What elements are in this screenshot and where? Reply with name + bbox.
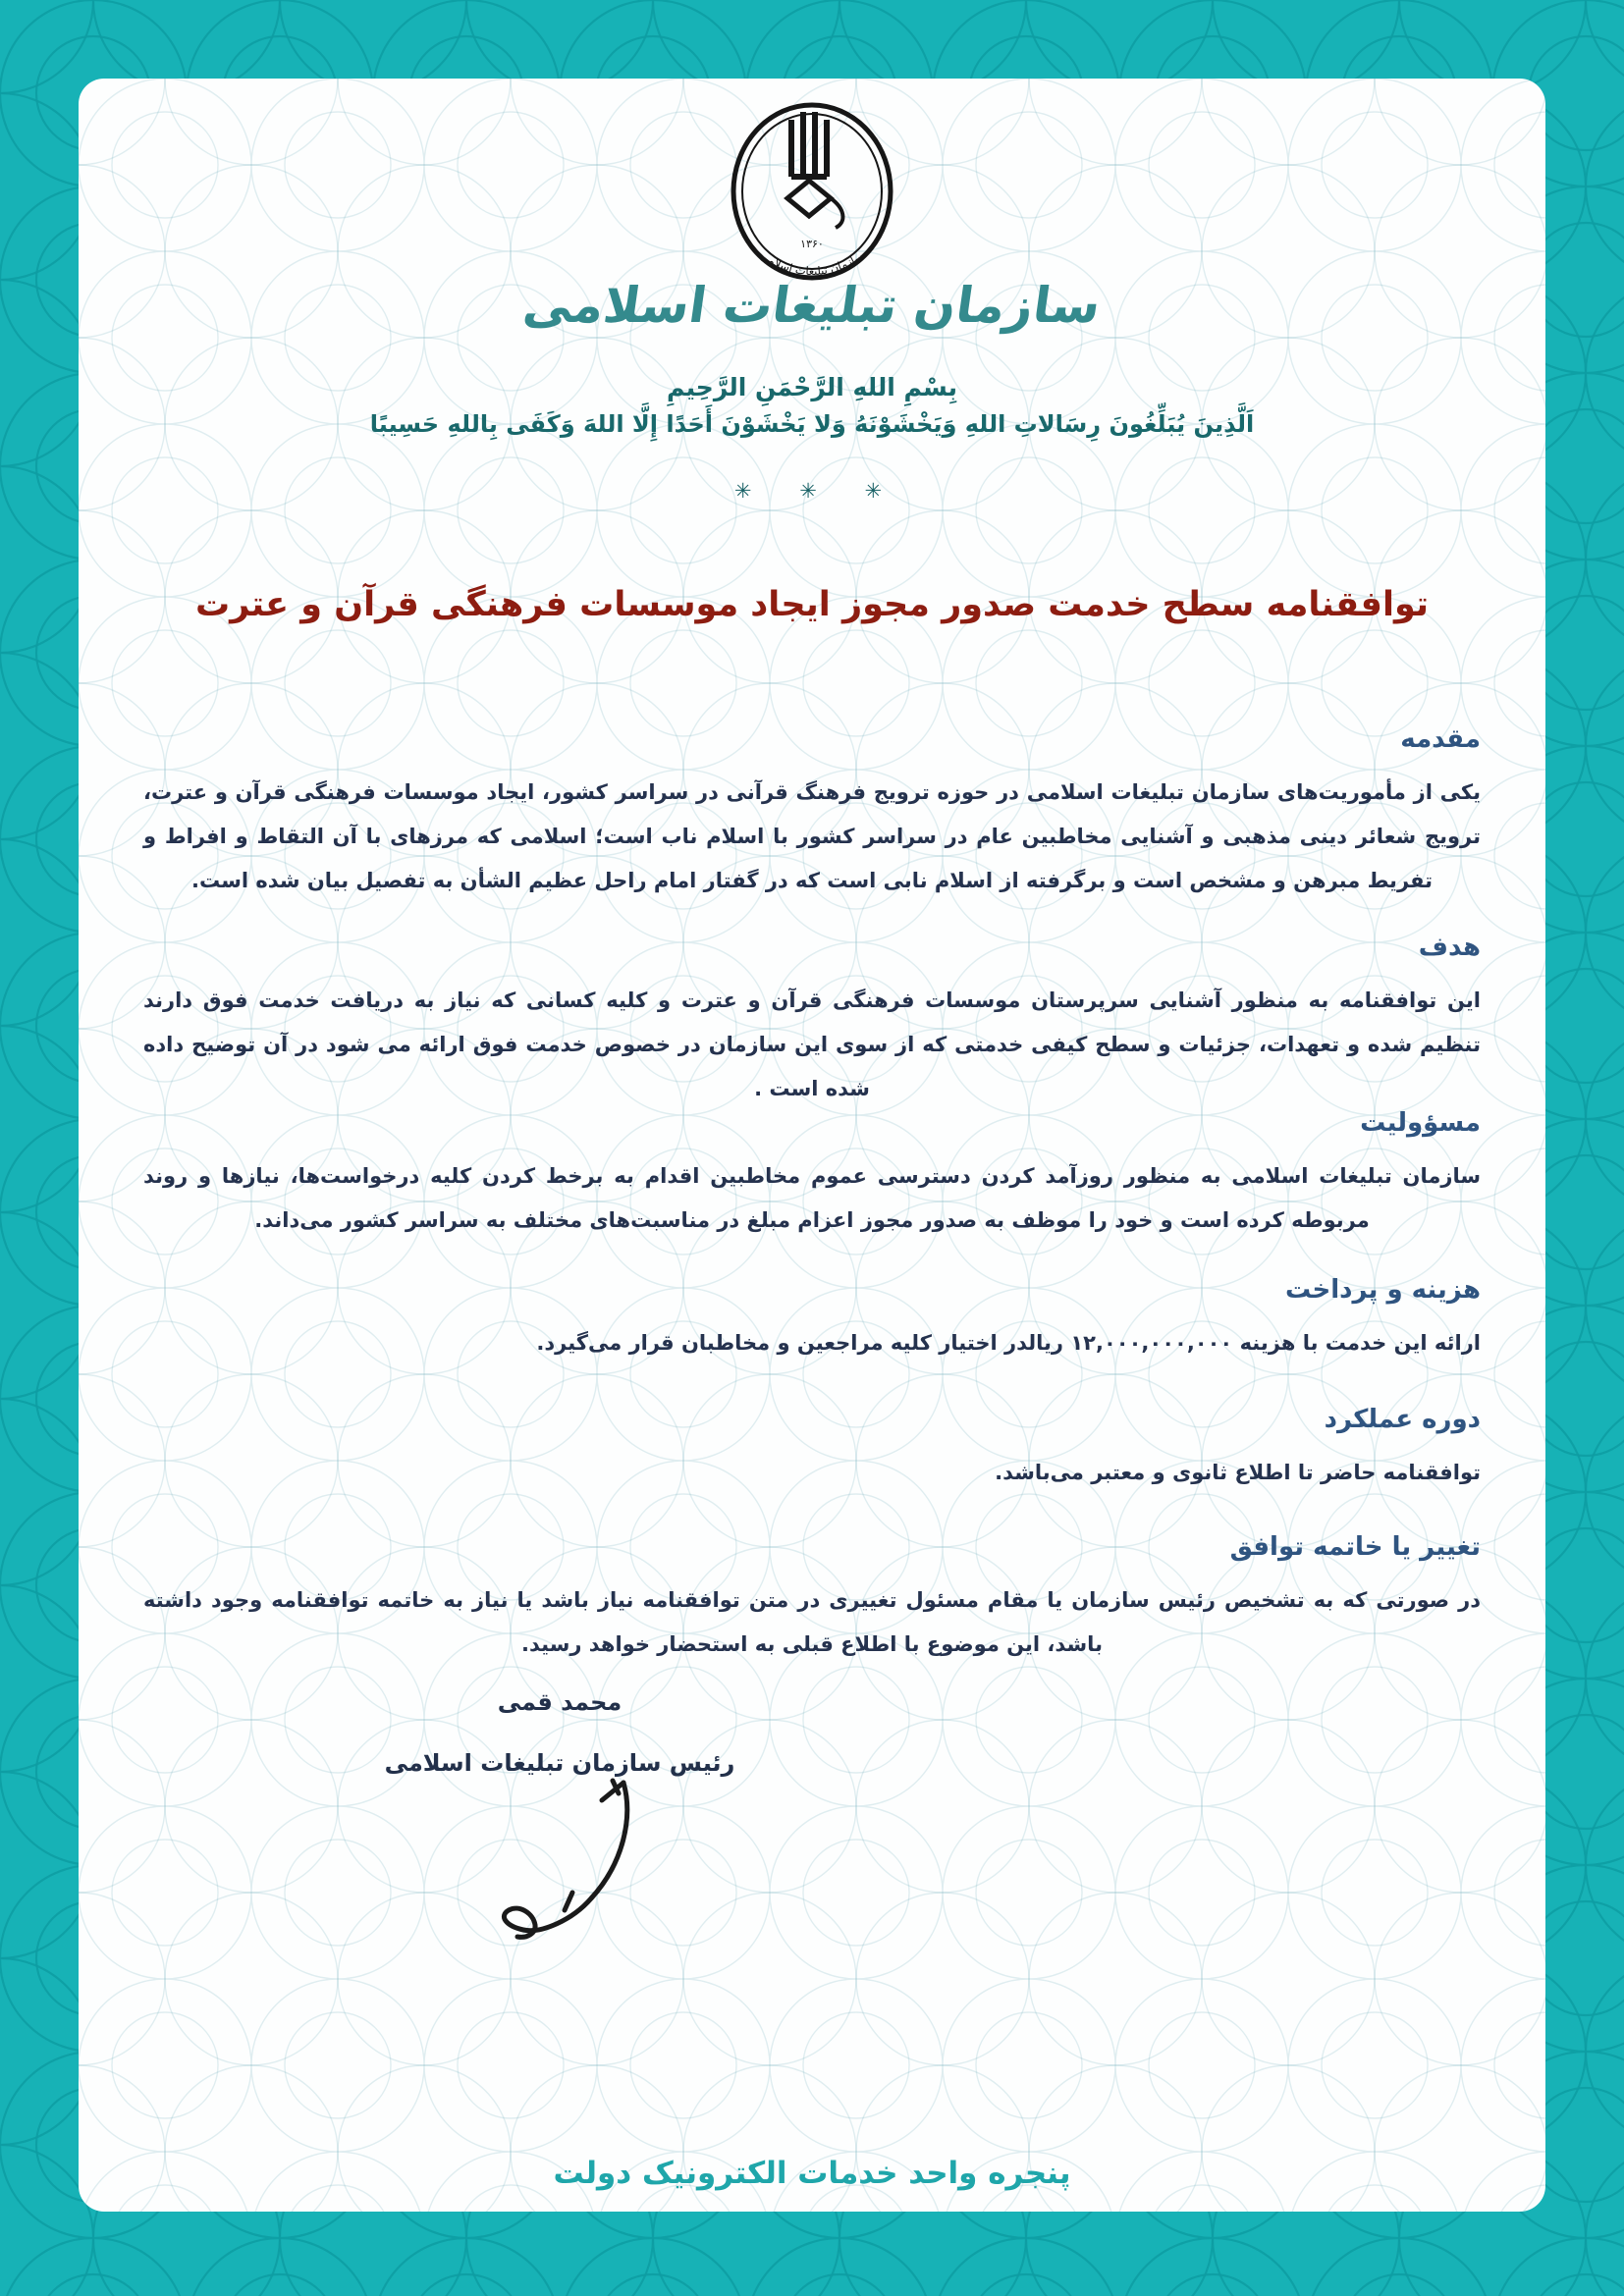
section-heading: هزینه و پرداخت [1284,1275,1481,1305]
section-goal [143,930,1481,1111]
section-body: یکی از مأموریت‌های سازمان تبلیغات اسلامی در حوزه ترویج فرهنگ قرآنی در سراسر کشور، ایجاد موسسات فرهنگی قرآن و عترت، ترویج شعائر دینی مذهبی و آشنایی مخاطبین عام در سراسر کشور با اسلام ناب است؛ اسلامی که مرزهای با آن التقاط و افراط و تفریط مبرهن و مشخص است و برگرفته از اسلام نابی است که در گفتار امام راحل عظیم الشأن به تفصیل بیان شده است. [143,780,1481,892]
section-heading: مسؤولیت [1360,1108,1481,1138]
section-heading: دوره عملکرد [1324,1405,1481,1434]
section-body: توافقنامه حاضر تا اطلاع ثانوی و معتبر می‌باشد. [995,1461,1481,1484]
footer-egov-caption: پنجره واحد خدمات الکترونیک دولت [553,2156,1071,2191]
section-responsibility [143,1105,1481,1243]
handwritten-signature-stroke [476,1773,663,1949]
section-introduction [143,721,1481,903]
signer-name: محمد قمی [497,1688,623,1716]
section-heading: هدف [1418,933,1481,962]
section-cost-payment [143,1272,1481,1365]
section-body: سازمان تبلیغات اسلامی به منظور روزآمد کردن دسترسی عموم مخاطبین اقدام به برخط کردن کلیه درخواست‌ها، نیازها و روند مربوطه کرده است و خود را موظف به صدور مجوز اعزام مبلغ در مناسبت‌های مختلف به سراسر کشور می‌داند. [143,1164,1481,1232]
section-performance-period [143,1402,1481,1495]
page-title: توافقنامه سطح خدمت صدور مجوز ایجاد موسسات فرهنگی قرآن و عترت [194,585,1430,624]
emblem-year: ۱۳۶۰ [800,238,824,250]
signature-block [314,1690,805,1775]
section-body: در صورتی که به تشخیص رئیس سازمان یا مقام مسئول تغییری در متن توافقنامه نیاز باشد یا نیاز به خاتمه توافقنامه وجود داشته باشد، این موضوع با اطلاع قبلی به استحضار خواهد رسید. [143,1588,1481,1656]
paper-sheet [79,79,1545,2212]
signer-role: رئیس سازمان تبلیغات اسلامی [384,1749,735,1777]
section-heading: مقدمه [1400,724,1481,754]
bismillah-text: بِسْمِ اللهِ الرَّحْمَنِ الرَّحِيمِ [667,373,957,401]
org-name-calligraphy: سازمان تبلیغات اسلامی [519,277,1105,334]
section-body: این توافقنامه به منظور آشنایی سرپرستان موسسات فرهنگی قرآن و عترت و کلیه کسانی که نیاز به دریافت خدمت فوق دارند تنظیم شده و تعهدات، جزئیات و سطح کیفی خدمتی که از سوی این سازمان در خصوص خدمت فوق ارائه می شود در آن توضیح داده شده است . [143,988,1481,1100]
ornament-asterisks: ✳ ✳ ✳ [733,479,891,503]
emblem-org-name: سازمان تبلیغات اسلامی [758,248,866,279]
section-change-termination [143,1529,1481,1667]
quran-verse-text: اَلَّذِينَ يُبَلِّغُونَ رِسَالاتِ اللهِ وَيَخْشَوْنَهُ وَلا يَخْشَوْنَ أَحَدًا إِلَّا اللهَ وَكَفَى بِاللهِ حَسِيبًا [369,410,1255,438]
section-heading: تغییر یا خاتمه توافق [1229,1532,1481,1562]
allah-kufic-motif [787,112,842,228]
section-body: ارائه این خدمت با هزینه ۱۲,۰۰۰,۰۰۰,۰۰۰ ریالدر اختیار کلیه مراجعین و مخاطبان قرار می‌گیرد. [536,1331,1481,1355]
